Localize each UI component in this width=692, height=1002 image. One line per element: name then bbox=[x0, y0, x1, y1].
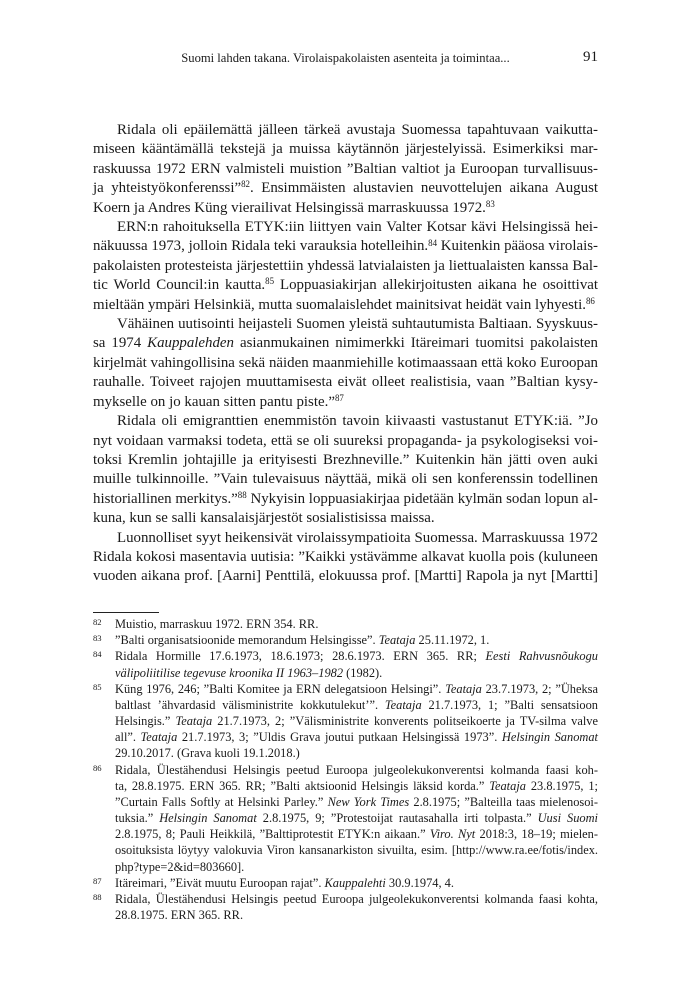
text-line bbox=[93, 179, 598, 198]
text-run: historiallinen merkitys.” bbox=[93, 490, 238, 507]
text-run: 2.8.1975, 8; Pauli Heikkilä, ”Balttiprotestit ETYK:n aikaan.” bbox=[115, 827, 430, 842]
text-line bbox=[115, 632, 598, 648]
text-line bbox=[93, 451, 598, 470]
footnote bbox=[93, 875, 598, 891]
italic-title: Teataja bbox=[489, 778, 526, 793]
text-line bbox=[93, 257, 598, 276]
text-line bbox=[115, 907, 598, 923]
text-line bbox=[93, 334, 598, 353]
text-run: Ridala oli epäilemättä jälleen tärkeä avustaja Suomessa tapahtuvaan vaikutta- bbox=[117, 122, 598, 138]
body-paragraph bbox=[93, 529, 598, 587]
text-run: asianmukainen nimimerkki Itäreimari tuomitsi pakolaisten bbox=[234, 335, 598, 352]
text-run: 21.7.1973, 2; ”Välisministrite konverents politseikoerte ja TV-silma valve bbox=[212, 714, 598, 729]
text-line bbox=[93, 315, 598, 334]
text-run: ERN:n rahoituksella ETYK:iin liittyen vain Valter Kotsar kävi Helsingissä hei- bbox=[117, 219, 598, 236]
italic-title: Uusi Suomi bbox=[537, 811, 598, 826]
text-line bbox=[115, 778, 598, 794]
text-line bbox=[115, 665, 598, 681]
page-number: 91 bbox=[583, 49, 598, 65]
footnote bbox=[93, 632, 598, 648]
italic-title: Kauppalehti bbox=[324, 875, 386, 890]
italic-title: Teataja bbox=[445, 681, 482, 696]
footnote-reference: 82 bbox=[241, 179, 251, 190]
footnote bbox=[93, 762, 598, 875]
footnote bbox=[93, 681, 598, 762]
text-run: . Ensimmäisten alustavien neuvottelujen aikana August bbox=[250, 180, 598, 197]
text-line bbox=[93, 276, 598, 295]
text-line bbox=[115, 810, 598, 826]
text-run: 23.8.1975, 1; bbox=[525, 778, 598, 793]
footnote-number: 86 bbox=[93, 762, 102, 773]
footnote-number: 83 bbox=[93, 633, 102, 644]
text-run: pakolaisten protesteista järjestettiin yhdessä latvialaisten ja liettualaisten kanssa Bal- bbox=[93, 257, 598, 274]
footnotes bbox=[93, 616, 598, 923]
text-line bbox=[93, 218, 598, 237]
italic-title: Helsingin Sanomat bbox=[501, 730, 598, 745]
text-run: Koern ja Andres Küng vierailivat Helsingissä marraskuussa 1972. bbox=[93, 199, 486, 216]
text-run: 30.9.1974, 4. bbox=[385, 875, 454, 890]
text-line bbox=[93, 160, 598, 179]
text-run: kuna, kun se salli kansalaisjärjestöt sosialistisissa maissa. bbox=[93, 510, 435, 527]
text-run: Muistio, marraskuu 1972. ERN 354. RR. bbox=[115, 617, 319, 631]
footnote-reference: 83 bbox=[485, 198, 495, 209]
text-line bbox=[93, 237, 598, 256]
text-run: Ridala oli emigranttien enemmistön tavoin kiivaasti vastustanut ETYK:iä. ”Jo bbox=[117, 413, 598, 430]
text-run: Helsingis.” bbox=[115, 714, 176, 729]
footnote-separator-rule bbox=[93, 612, 159, 613]
text-run: muille tulkinnoille. ”Vain tulevaisuus näyttää, mikä oli sen konferenssin todellinen bbox=[93, 471, 598, 488]
text-line bbox=[93, 567, 598, 586]
text-run: 2.8.1975; ”Balteilla taas mielenosoi- bbox=[409, 794, 598, 809]
body-paragraph bbox=[93, 412, 598, 528]
text-run: baltlast ’ähvardasid välisministrite kokkutulekut’”. bbox=[115, 697, 385, 712]
italic-title: Teataja bbox=[175, 714, 213, 729]
footnote bbox=[93, 648, 598, 680]
text-run: ”Curtain Falls Softly at Helsinki Parley.” bbox=[115, 794, 328, 809]
italic-title: Helsingin Sanomat bbox=[159, 811, 257, 826]
text-run: Küng 1976, 246; ”Balti Komitee ja ERN delegatsioon Helsingi”. bbox=[115, 681, 446, 696]
text-line bbox=[115, 842, 598, 858]
text-run: rauhalle. Toiveet rajojen muuttamisesta eivät olleet realistisia, vaan ”Baltian kysy- bbox=[93, 374, 598, 391]
text-run: miseen kääntämällä tekstejä ja muissa käytännön järjestelyissä. Esimerkiksi mar- bbox=[93, 141, 598, 158]
text-line bbox=[115, 859, 598, 875]
text-run: Ridala kokosi masentavia uutisia: ”Kaikki ystävämme alkavat kuolla pois (kuluneen bbox=[93, 548, 598, 565]
text-run: näkuussa 1973, jolloin Ridala teki varauksia hotelleihin. bbox=[93, 238, 429, 255]
text-run: raskuussa 1972 ERN valmisteli muistion ”Baltian valtiot ja Euroopan turvallisuus- bbox=[93, 160, 598, 177]
text-run: 29.10.2017. (Grava kuoli 19.1.2018.) bbox=[115, 746, 300, 761]
text-line bbox=[115, 875, 598, 891]
text-line bbox=[93, 199, 598, 218]
text-run: ta, 28.8.1975. ERN 365. RR; ”Balti aktsioonid Helsingis läksid korda.” bbox=[115, 778, 490, 793]
text-run: osoituksista löytyy valokuvia Viron kansanarkiston sivuilta, esim. [http://www.ra.ee/fotis/index. bbox=[115, 843, 598, 858]
text-run: 23.7.1973, 2; ”Üheksa bbox=[481, 681, 598, 696]
text-line bbox=[115, 648, 598, 664]
text-line bbox=[93, 529, 598, 548]
body-paragraph bbox=[93, 218, 598, 315]
text-line bbox=[115, 713, 598, 729]
italic-title: New York Times bbox=[327, 794, 410, 809]
text-line bbox=[115, 729, 598, 745]
footnote-reference: 84 bbox=[428, 237, 438, 248]
text-run: mieltään ympäri Helsinkiä, mutta suomalaislehdet mainitsivat heidät vain lyhyesti. bbox=[93, 296, 586, 313]
text-line bbox=[115, 826, 598, 842]
text-run: 21.7.1973, 3; ”Uldis Grava joutui putkaan Helsingissä 1973”. bbox=[177, 730, 502, 745]
footnote-number: 84 bbox=[93, 649, 102, 660]
text-line bbox=[115, 794, 598, 810]
text-line bbox=[115, 891, 598, 907]
text-run: Itäreimari, ”Eivät muutu Euroopan rajat”. bbox=[115, 875, 325, 890]
italic-title: Teataja bbox=[378, 633, 416, 648]
text-run: ”Balti organisatsioonide memorandum Helsingisse”. bbox=[115, 633, 379, 648]
text-line bbox=[93, 354, 598, 373]
text-run: Ridala Hormille 17.6.1973, 18.6.1973; 28.6.1973. ERN 365. RR; bbox=[115, 649, 486, 664]
text-run: Ridala, Ülestähendusi Helsingis peetud Euroopa julgeolekukonverentsi kolmanda faasi kohta, bbox=[115, 891, 598, 906]
text-run: 21.7.1973, 1; ”Balti sensatsioon bbox=[421, 697, 598, 712]
text-line bbox=[93, 548, 598, 567]
text-line bbox=[93, 509, 598, 528]
text-run: Loppuasiakirjan allekirjoitusten aikana he osoittivat bbox=[274, 277, 599, 294]
text-line bbox=[93, 432, 598, 451]
text-run: 25.11.1972, 1. bbox=[415, 633, 490, 648]
text-run: 2.8.1975, 9; ”Protestoijat rautasahalla irti tolpasta.” bbox=[256, 811, 538, 826]
footnote-reference: 88 bbox=[237, 489, 247, 500]
text-run: ja yhteistyökonferenssi” bbox=[93, 180, 242, 197]
text-run: 2018:3, 18–19; mielen- bbox=[475, 827, 598, 842]
text-line bbox=[93, 373, 598, 392]
text-run: mykselle on jo kauan sitten pantu piste.” bbox=[93, 393, 335, 410]
footnote-number: 87 bbox=[93, 875, 102, 886]
text-line bbox=[115, 681, 598, 697]
text-run: kirjelmät vahingollisina sekä näiden maanmiehille kotimaassaan että koko Euroopan bbox=[93, 354, 598, 371]
text-line bbox=[93, 412, 598, 431]
text-line bbox=[115, 745, 598, 761]
text-run: vuoden aikana prof. [Aarni] Penttilä, elokuussa prof. [Martti] Rapola ja nyt [Martti] bbox=[93, 568, 598, 585]
footnote-number: 85 bbox=[93, 681, 102, 692]
text-run: tic World Council:in kautta. bbox=[93, 277, 266, 294]
text-run: Luonnolliset syyt heikensivät virolaissympatioita Suomessa. Marraskuussa 1972 bbox=[117, 529, 598, 546]
text-run: sa 1974 bbox=[93, 335, 148, 352]
italic-title: Kauppalehden bbox=[147, 335, 234, 352]
footnote-reference: 85 bbox=[265, 276, 275, 287]
text-run: Vähäinen uutisointi heijasteli Suomen yleistä suhtautumista Baltiaan. Syyskuus- bbox=[117, 316, 598, 333]
running-head-title: Suomi lahden takana. Virolaispakolaisten asenteita ja toimintaa... bbox=[181, 51, 510, 65]
text-run: Kuitenkin pääosa virolais- bbox=[437, 238, 598, 255]
italic-title: välipoliitilise tegevuse kroonika II 1963–1982 bbox=[115, 665, 344, 680]
text-run: all”. bbox=[115, 730, 141, 745]
footnote-number: 88 bbox=[93, 891, 102, 902]
footnote-reference: 87 bbox=[334, 392, 344, 403]
footnote bbox=[93, 616, 598, 632]
text-line bbox=[115, 616, 598, 632]
text-line bbox=[93, 490, 598, 509]
text-run: toksi Kremlin johtajille ja erityisesti Brezhneville.” Kuitenkin hän jätti oven auki bbox=[93, 451, 598, 468]
text-line bbox=[93, 140, 598, 159]
text-run: (1982). bbox=[343, 665, 383, 680]
italic-title: Teataja bbox=[384, 697, 422, 712]
footnote-reference: 86 bbox=[585, 295, 595, 306]
text-run: php?type=2&id=803660]. bbox=[115, 859, 245, 874]
text-line bbox=[93, 470, 598, 489]
italic-title: Teataja bbox=[140, 730, 178, 745]
running-head bbox=[93, 49, 598, 67]
body-paragraph bbox=[93, 121, 598, 218]
footnote bbox=[93, 891, 598, 923]
text-run: 28.8.1975. ERN 365. RR. bbox=[115, 908, 244, 923]
italic-title: Eesti Rahvusnõukogu bbox=[485, 649, 598, 664]
footnote-number: 82 bbox=[93, 617, 102, 627]
text-line bbox=[115, 762, 598, 778]
text-run: tuksia.” bbox=[115, 811, 160, 826]
text-run: Nykyisin loppuasiakirjaa pidetään kylmän sodan lopun al- bbox=[246, 490, 599, 507]
text-line bbox=[115, 697, 598, 713]
text-run: Ridala, Ülestähendusi Helsingis peetud Euroopa julgeolekukonverentsi kolmanda faasi koh- bbox=[115, 762, 598, 777]
italic-title: Viro. Nyt bbox=[429, 827, 476, 842]
text-line bbox=[93, 121, 598, 140]
text-line bbox=[93, 296, 598, 315]
text-run: nyt voidaan varmaksi todeta, että se oli suureksi propaganda- ja psykologiseksi voi- bbox=[93, 432, 598, 449]
body-text bbox=[93, 121, 598, 587]
text-line bbox=[93, 393, 598, 412]
body-paragraph bbox=[93, 315, 598, 412]
